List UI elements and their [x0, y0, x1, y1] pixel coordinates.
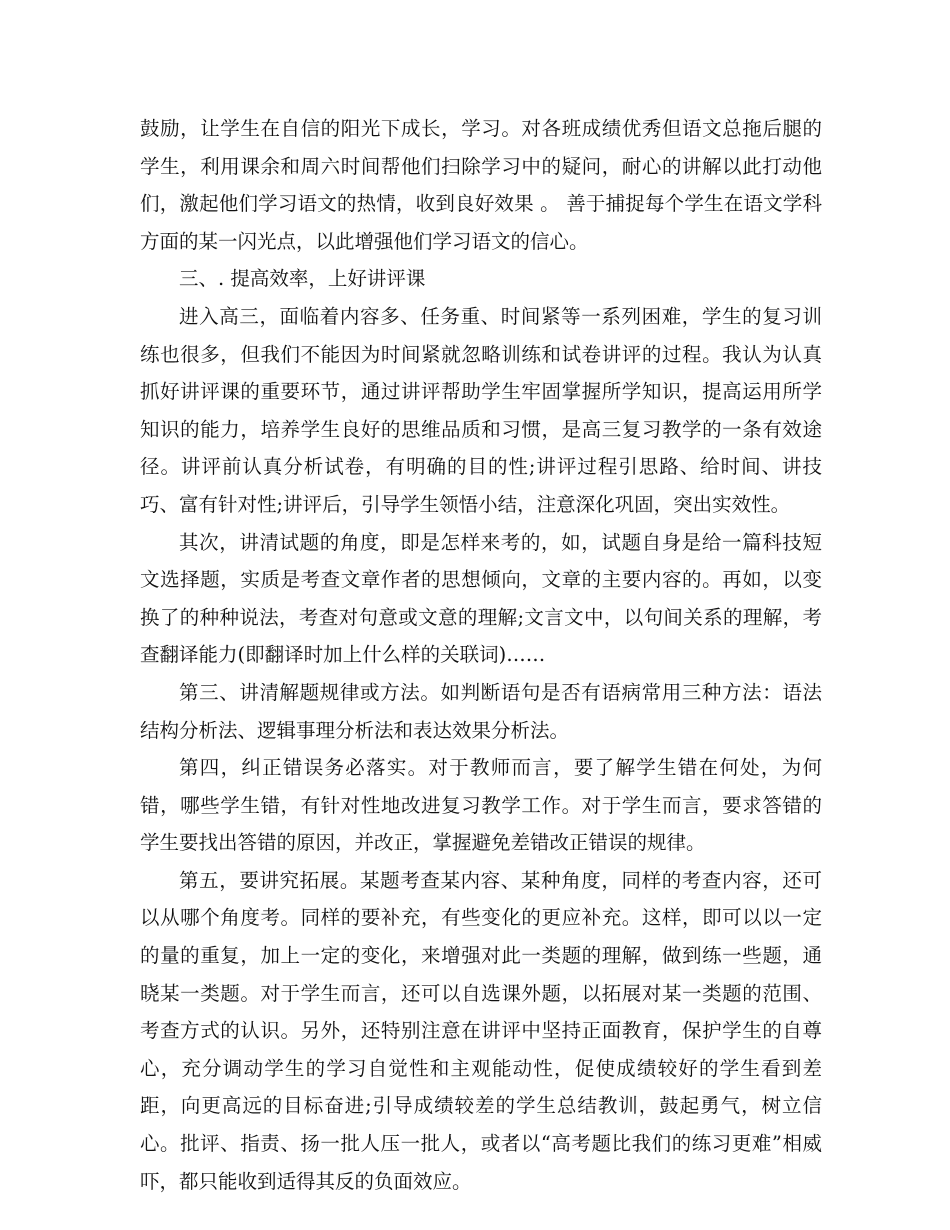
paragraph: 进入高三，面临着内容多、任务重、时间紧等一系列困难，学生的复习训练也很多，但我们不能因为时间紧就忽略训练和试卷讲评的过程。我认为认真抓好讲评课的重要环节，通过讲评帮助学生牢固掌握所学知识，提高运用所学知识的能力，培养学生良好的思维品质和习惯，是高三复习教学的一条有效途径。讲评前认真分析试卷，有明确的目的性;讲评过程引思路、给时间、讲技巧、富有针对性;讲评后，引导学生领悟小结，注意深化巩固，突出实效性。	[140, 304, 822, 516]
paragraph: 其次，讲清试题的角度，即是怎样来考的，如，试题自身是给一篇科技短文选择题，实质是考查文章作者的思想倾向，文章的主要内容的。再如，以变换了的种种说法，考查对句意或文意的理解;文言文中，以句间关系的理解，考查翻译能力(即翻译时加上什么样的关联词)……	[140, 530, 822, 667]
document-body	[140, 110, 822, 1200]
paragraph: 第三、讲清解题规律或方法。如判断语句是否有语病常用三种方法：语法结构分析法、逻辑事理分析法和表达效果分析法。	[140, 680, 822, 742]
paragraph: 第四，纠正错误务必落实。对于教师而言，要了解学生错在何处，为何错，哪些学生错，有针对性地改进复习教学工作。对于学生而言，要求答错的学生要找出答错的原因，并改正，掌握避免差错改正错误的规律。	[140, 756, 822, 855]
section-heading: 三、. 提高效率，上好讲评课	[179, 267, 426, 291]
paragraph: 第五，要讲究拓展。某题考查某内容、某种角度，同样的考查内容，还可以从哪个角度考。同样的要补充，有些变化的更应补充。这样，即可以以一定的量的重复，加上一定的变化，来增强对此一类题的理解，做到练一些题，通晓某一类题。对于学生而言，还可以自选课外题，以拓展对某一类题的范围、考查方式的认识。另外，还特别注意在讲评中坚持正面教育，保护学生的自尊心，充分调动学生的学习自觉性和主观能动性，促使成绩较好的学生看到差距，向更高远的目标奋进;引导成绩较差的学生总结教训，鼓起勇气，树立信心。批评、指责、扬一批人压一批人，或者以“高考题比我们的练习更难”相威吓，都只能收到适得其反的负面效应。	[140, 868, 822, 1193]
paragraph-continuation: 鼓励，让学生在自信的阳光下成长，学习。对各班成绩优秀但语文总拖后腿的学生，利用课余和周六时间帮他们扫除学习中的疑问，耐心的讲解以此打动他们，激起他们学习语文的热情，收到良好效果 。 善于捕捉每个学生在语文学科方面的某一闪光点，以此增强他们学习语文的信心。	[140, 117, 822, 253]
